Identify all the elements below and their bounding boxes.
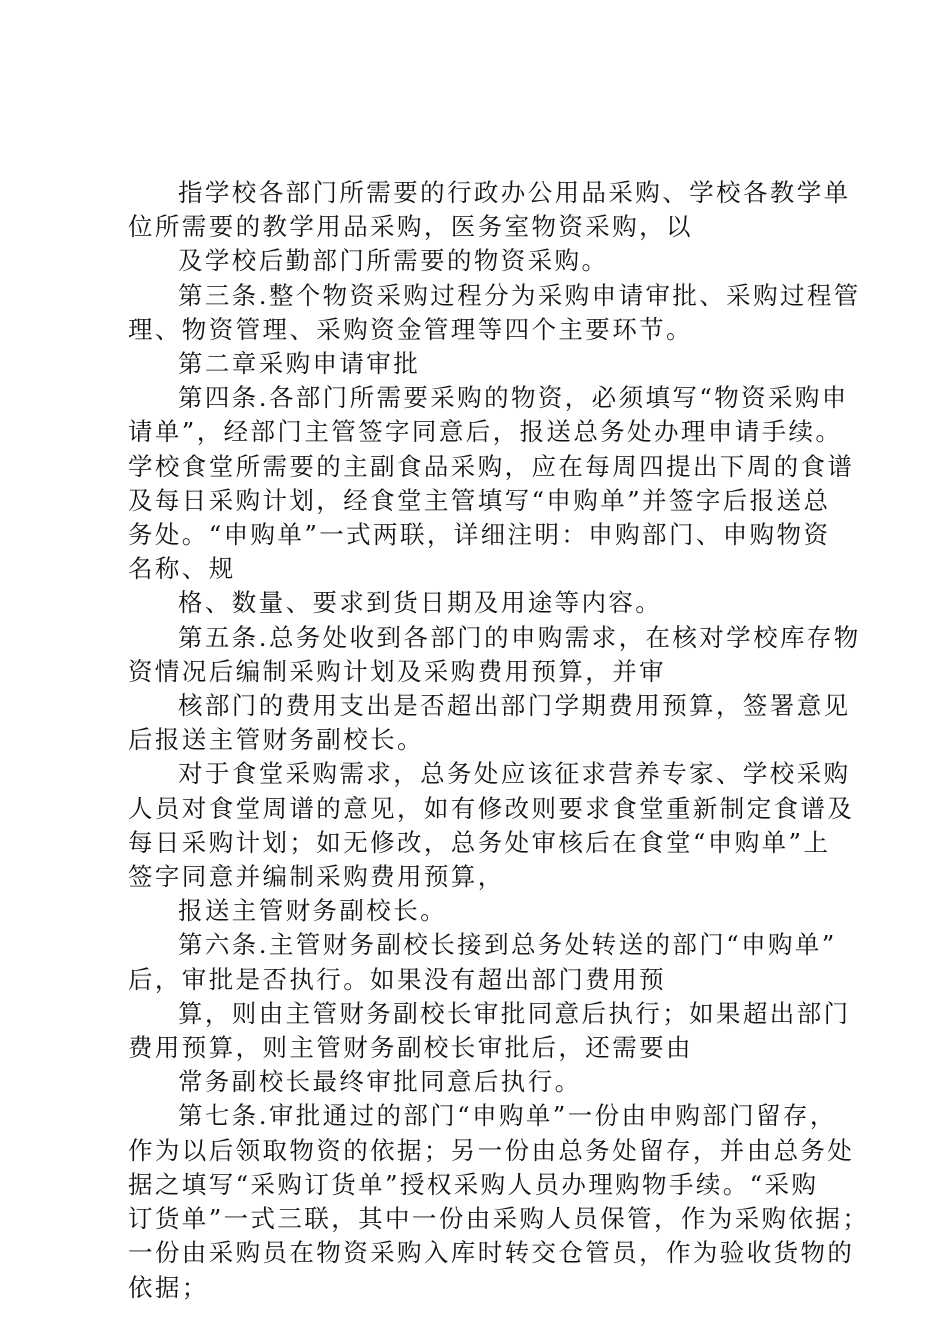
text-line: 作为以后领取物资的依据；另一份由总务处留存，并由总务处 [128, 1135, 855, 1165]
document-body [128, 176, 870, 1305]
text-line: 第四条.各部门所需要采购的物资，必须填写“物资采购申 [178, 383, 849, 413]
text-line: 核部门的费用支出是否超出部门学期费用预算，签署意见 [178, 691, 851, 721]
text-line: 常务副校长最终审批同意后执行。 [178, 1067, 582, 1097]
text-line: 签字同意并编制采购费用预算， [128, 862, 505, 892]
text-line: 请单”，经部门主管签字同意后，报送总务处办理申请手续。 [128, 417, 843, 447]
text-line: 格、数量、要求到货日期及用途等内容。 [178, 588, 663, 618]
text-line: 第三条.整个物资采购过程分为采购申请审批、采购过程管 [178, 280, 861, 310]
text-line: 名称、规 [128, 554, 236, 584]
text-line: 资情况后编制采购计划及采购费用预算，并审 [128, 656, 666, 686]
text-line: 及学校后勤部门所需要的物资采购。 [178, 246, 609, 276]
text-line: 算，则由主管财务副校长审批同意后执行；如果超出部门 [178, 998, 851, 1028]
text-line: 学校食堂所需要的主副食品采购，应在每周四提出下周的食谱 [128, 451, 855, 481]
text-line: 后，审批是否执行。如果没有超出部门费用预 [128, 964, 666, 994]
text-line: 位所需要的教学用品采购，医务室物资采购，以 [128, 212, 693, 242]
text-line: 第五条.总务处收到各部门的申购需求，在核对学校库存物 [178, 622, 861, 652]
text-line: 对于食堂采购需求，总务处应该征求营养专家、学校采购 [178, 759, 851, 789]
text-line: 费用预算，则主管财务副校长审批后，还需要由 [128, 1033, 693, 1063]
text-line: 理、物资管理、采购资金管理等四个主要环节。 [128, 314, 693, 344]
text-line: 后报送主管财务副校长。 [128, 725, 424, 755]
text-line: 据之填写“采购订货单”授权采购人员办理购物手续。“采购 [128, 1169, 819, 1199]
text-line: 第六条.主管财务副校长接到总务处转送的部门“申购单” [178, 930, 837, 960]
text-line: 第七条.审批通过的部门“申购单”一份由申购部门留存， [178, 1101, 837, 1131]
text-line: 依据； [128, 1272, 209, 1302]
text-line: 订货单”一式三联，其中一份由采购人员保管，作为采购依据； [128, 1204, 870, 1234]
text-line: 人员对食堂周谱的意见，如有修改则要求食堂重新制定食谱及 [128, 793, 855, 823]
text-line: 指学校各部门所需要的行政办公用品采购、学校各教学单 [178, 178, 851, 207]
text-line: 第二章采购申请审批 [178, 349, 421, 379]
text-line: 务处。“申购单”一式两联，详细注明：申购部门、申购物资 [128, 520, 831, 550]
text-line: 每日采购计划；如无修改，总务处审核后在食堂“申购单”上 [128, 827, 831, 857]
text-line: 报送主管财务副校长。 [178, 896, 447, 926]
text-line: 一份由采购员在物资采购入库时转交仓管员，作为验收货物的 [128, 1238, 855, 1268]
text-line: 及每日采购计划，经食堂主管填写“申购单”并签字后报送总 [128, 485, 831, 515]
